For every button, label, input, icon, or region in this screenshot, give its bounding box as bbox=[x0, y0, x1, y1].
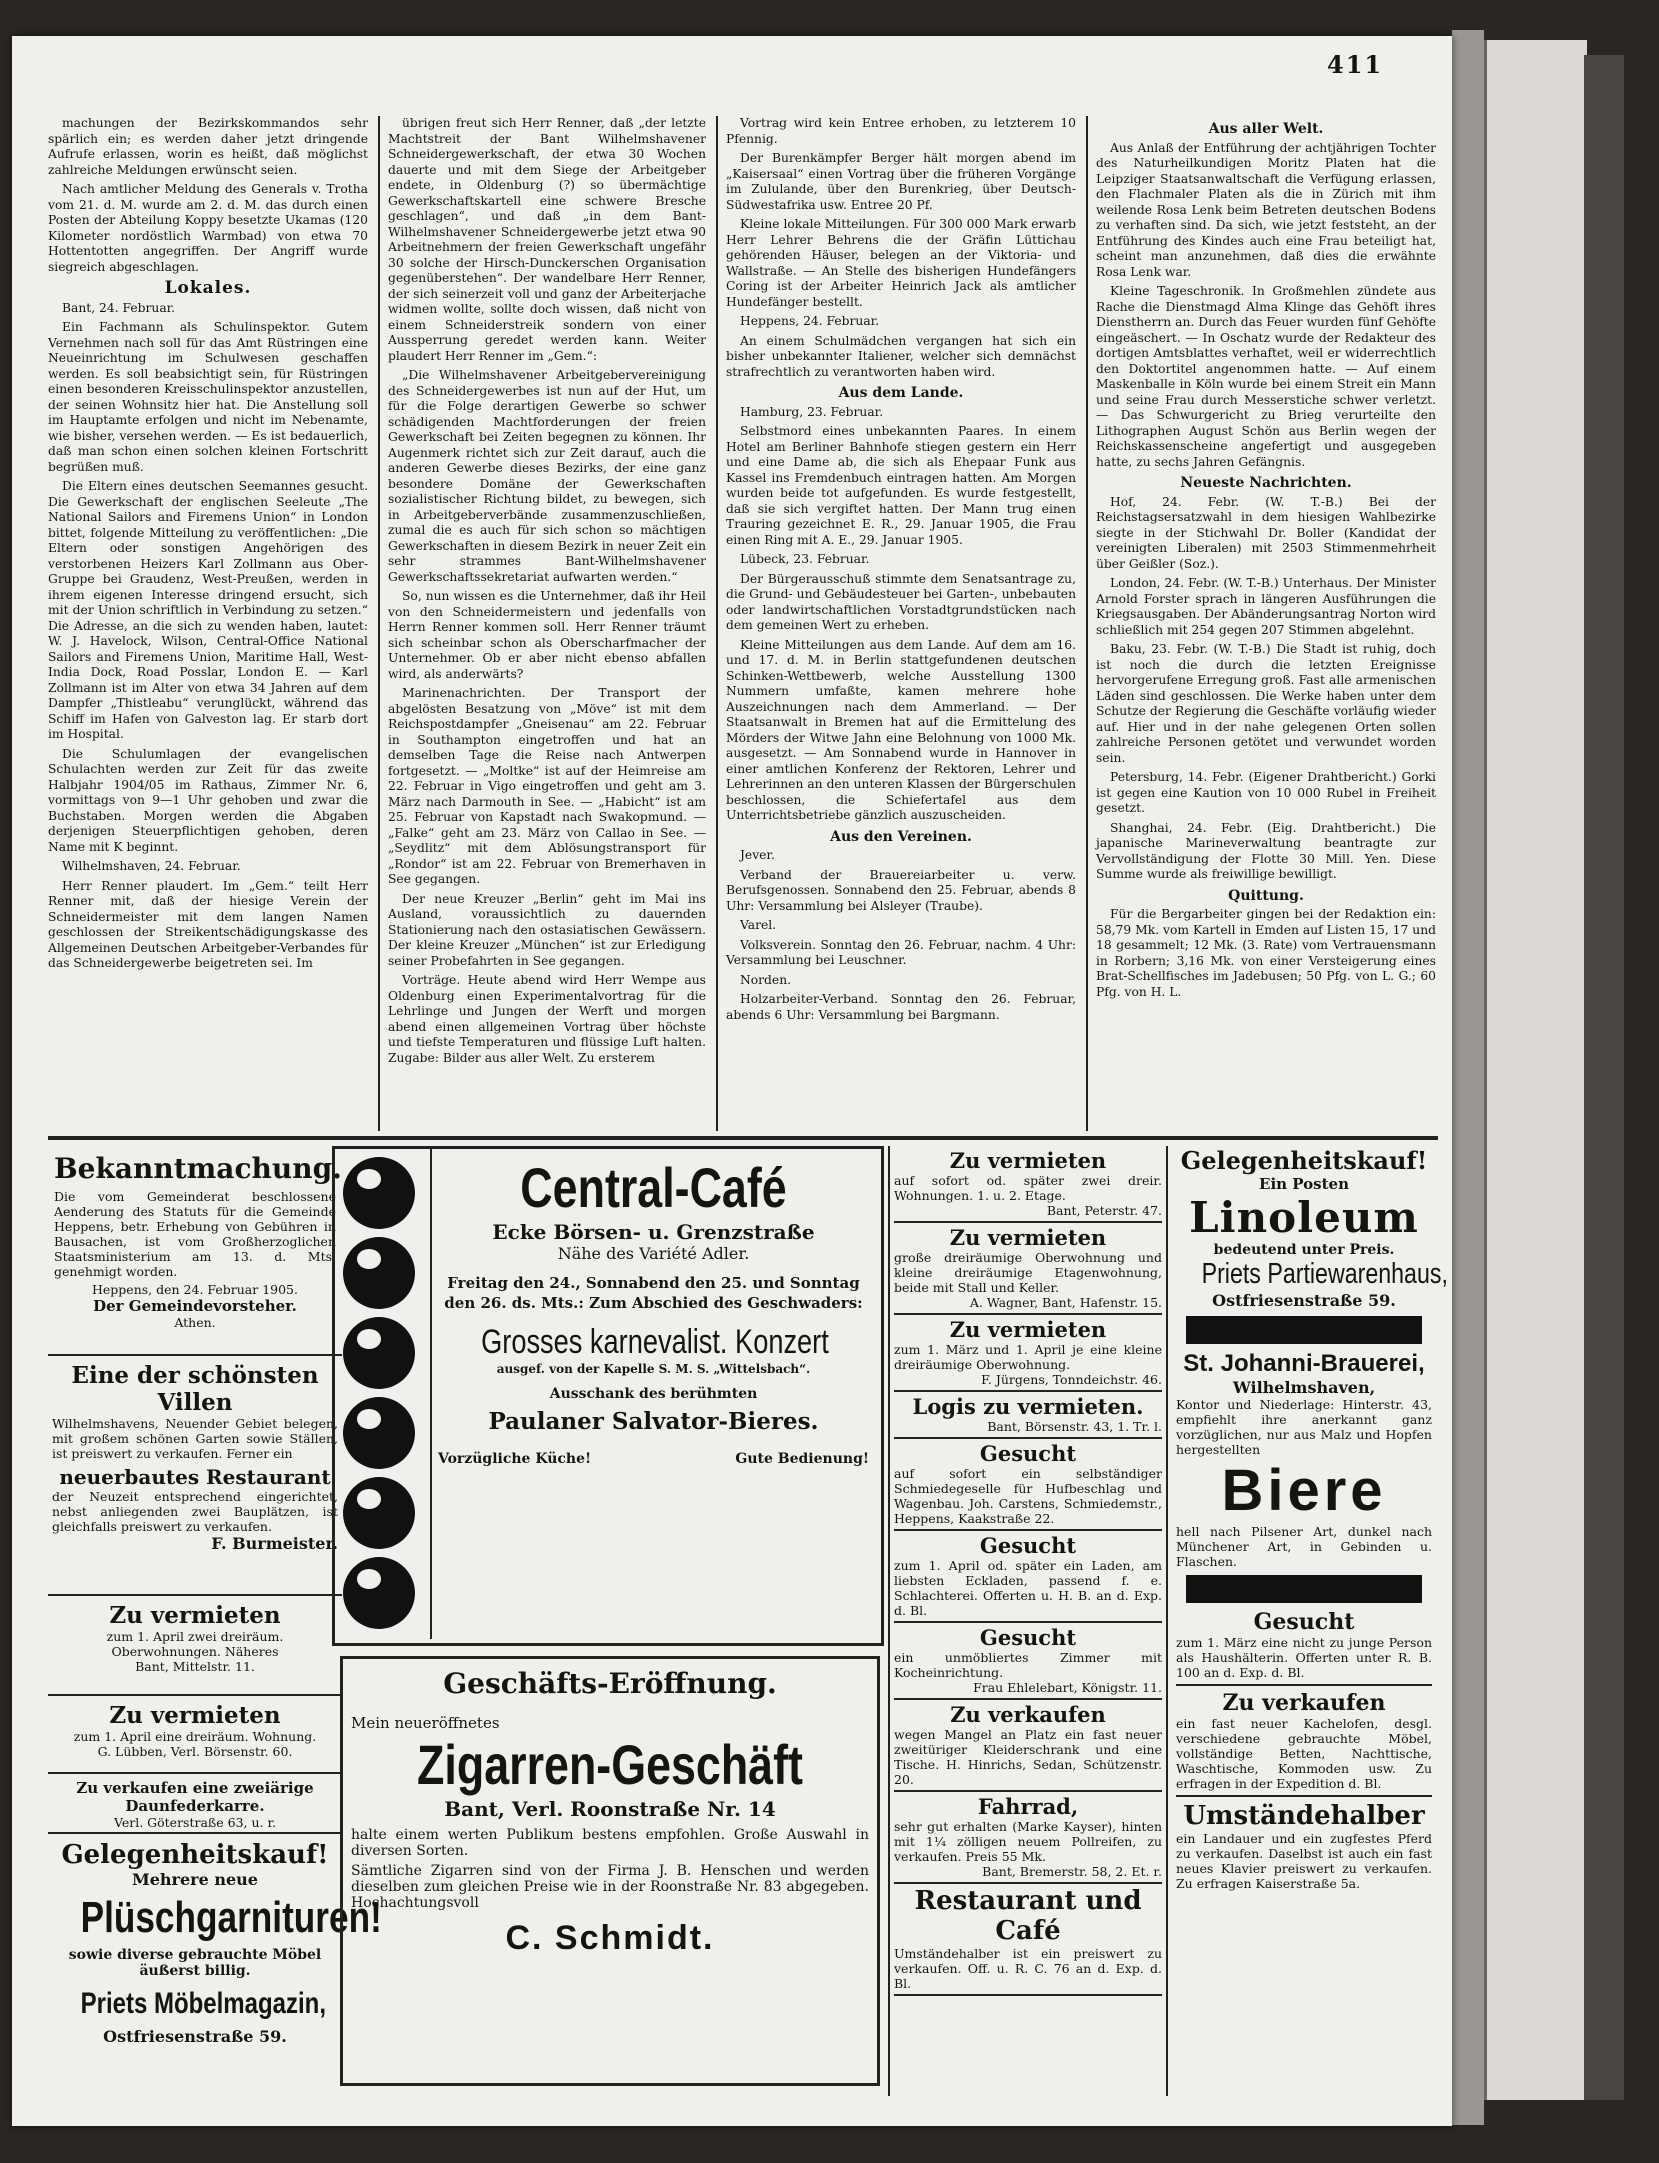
brewery-city: Wilhelmshaven, bbox=[1232, 1378, 1376, 1397]
article-paragraph: Petersburg, 14. Febr. (Eigener Drahtbericht.) Gorki ist gegen eine Kaution von 10 000 Rubel in Freiheit gesetzt. bbox=[1096, 770, 1436, 815]
ad-title: Gesucht bbox=[1253, 1609, 1355, 1635]
ad-title: Logis zu vermieten. bbox=[912, 1394, 1144, 1419]
article-paragraph: Aus Anlaß der Entführung der achtjährigen Tochter des Naturheilkundigen Moritz Platen hat die Leipziger Staatsanwaltschaft die Verfügung erlassen, den Flachmaler Platen als die in Zürich mit ihm weilende Rosa Lenk beim Betreten deutschen Bodens zu verhaften sind. Da sich, wie jetzt feststeht, an der Entführung des Kindes auch eine Frau beteiligt hat, scheint man anzunehmen, daß dies die erwähnte Rosa Lenk war. bbox=[1096, 140, 1436, 279]
binder-cover bbox=[1584, 55, 1624, 2100]
article-paragraph: Nach amtlicher Meldung des Generals v. Trotha vom 21. d. M. wurde am 2. d. M. das durch einen Posten der Abteilung Koppy besetzte Ukamas (120 Kilometer nordöstlich Warmbad) von etwa 70 Hottentotten angegriffen. Der Angriff wurde siegreich abgeschlagen. bbox=[48, 182, 368, 274]
classified-ad bbox=[894, 1531, 1162, 1623]
article-paragraph: Für die Bergarbeiter gingen bei der Redaktion ein: 58,79 Mk. vom Kartell in Emden auf Listen 15, 17 und 18 gesammelt; 12 Mk. (3. Rate) vom Vertrauensmann in Rorbern; 3,16 Mk. von einer Versteigerung eines Brat-Schellfisches im Jadebusen; 50 Pfg. von L. G.; 60 Pfg. von H. L. bbox=[1096, 907, 1436, 999]
ad-title: Zu vermieten bbox=[949, 1225, 1107, 1250]
ad-title: Gelegenheitskauf! bbox=[1180, 1146, 1428, 1175]
section-heading: Aus dem Lande. bbox=[838, 385, 964, 401]
article-paragraph: Marinenachrichten. Der Transport der abgelösten Besatzung von „Möve“ ist mit dem Reichspostdampfer „Gneisenau“ am 22. Februar in Southampton eingetroffen und hat an demselben Tage die Reise nach Antwerpen fortgesetzt. — „Moltke“ ist auf der Heimreise am 22. Februar in Vigo eingetroffen und geht am 3. März nach Darmouth in See. — „Habicht“ ist am 25. Februar von Kapstadt nach Swakopmund. — „Falke“ geht am 23. März von Callao in See. — „Seydlitz“ mit dem Ablösungstransport für „Rondor“ ist am 22. Februar von Bremerhaven in See gegangen. bbox=[388, 686, 706, 886]
cafe-beer: Paulaner Salvator-Bieres. bbox=[488, 1408, 819, 1435]
ad-title: Zu vermieten bbox=[109, 1702, 281, 1729]
ad-name: Athen. bbox=[174, 1315, 216, 1330]
article-paragraph: An einem Schulmädchen vergangen hat sich ein bisher unbekannter Italiener, welcher sich demnächst strafrechtlich zu verantworten haben wird. bbox=[726, 333, 1076, 379]
column-rule bbox=[378, 116, 380, 1131]
ad-verkaufen-1 bbox=[48, 1776, 342, 1834]
cafe-text: Ausschank des berühmten bbox=[549, 1386, 758, 1402]
decorative-circles bbox=[343, 1157, 415, 1637]
article-paragraph: Verband der Brauereiarbeiter u. verw. Berufsgenossen. Sonnabend den 25. Februar, abends 8 Uhr: Versammlung bei Alsleyer (Traube). bbox=[726, 867, 1076, 913]
ad-title: Zu verkaufen eine zweiärige Daunfederkarre. bbox=[76, 1779, 314, 1815]
ad-body: Die vom Gemeinderat beschlossene Aenderung des Statuts für die Gemeinde Heppens, betr. Erhebung von Gebühren in Bausachen, ist vom Großherzoglichen Staatsministerium am 13. d. Mts. genehmigt worden. bbox=[54, 1189, 336, 1279]
ad-title: Gesucht bbox=[979, 1625, 1077, 1650]
ad-body-2: Sämtliche Zigarren sind von der Firma J. B. Henschen und werden dieselben zum gleichen Preise wie in der Roonstraße Nr. 83 abgegeben. Hochachtungsvoll bbox=[351, 1863, 869, 1911]
classified-ad bbox=[894, 1223, 1162, 1315]
classified-ad bbox=[894, 1439, 1162, 1531]
ad-title: Zu verkaufen bbox=[950, 1702, 1106, 1727]
ad-title: Eine der schönsten Villen bbox=[71, 1362, 319, 1416]
classified-ad bbox=[894, 1884, 1162, 1996]
ad-headline: Linoleum bbox=[1189, 1193, 1419, 1242]
ad-body: Wilhelmshavens, Neuender Gebiet belegen, mit großem schönen Garten sowie Ställen, ist preiswert zu verkaufen. Ferner ein bbox=[52, 1416, 338, 1461]
ad-body: Umständehalber ist ein preiswert zu verkaufen. Off. u. R. C. 76 an d. Exp. d. Bl. bbox=[894, 1946, 1162, 1991]
circle-ornament-icon bbox=[343, 1477, 415, 1549]
ad-address: Ostfriesenstraße 59. bbox=[1212, 1291, 1396, 1310]
cafe-service: Gute Bedienung! bbox=[735, 1451, 869, 1467]
page-stack bbox=[1484, 40, 1587, 2100]
column-4 bbox=[1096, 116, 1436, 1136]
article-paragraph: Die Eltern eines deutschen Seemannes gesucht. Die Gewerkschaft der englischen Seeleute „The National Sailors and Firemens Union“ in London bittet, folgende Mitteilung zu veröffentlichen: „Die Eltern oder sonstigen Angehörigen des verstorbenen Heizers Karl Zollmann aus Ober-Gruppe bei Graudenz, West-Preußen, werden in ihrem eigenen Interesse dringend ersucht, sich mit der Union schriftlich in Verbindung zu setzen.“ Die Adresse, an die sich zu wenden haben, lautet: W. J. Havelock, Wilson, Central-Office National Sailors and Firemens Union, Maritime Hall, West-India Dock, Road Posslar, London E. — Karl Zollmann ist im Alter von etwa 34 Jahren auf dem Dampfer „Thistleabu“ verunglückt, während das Schiff im Hafen von Galveston lag. Er starb dort im Hospital. bbox=[48, 479, 368, 741]
ad-title-2: neuerbautes Restaurant bbox=[59, 1465, 331, 1489]
article-paragraph: Heppens, 24. Februar. bbox=[740, 314, 880, 328]
ad-date: Heppens, den 24. Februar 1905. bbox=[92, 1282, 298, 1297]
ad-bekanntmachung bbox=[48, 1146, 342, 1356]
ad-body: wegen Mangel an Platz ein fast neuer zweitüriger Kleiderschrank und eine Tische. H. Hinrichs, Sedan, Schützenstr. 20. bbox=[894, 1727, 1162, 1787]
ad-body: zum 1. März und 1. April je eine kleine dreiräumige Oberwohnung. bbox=[894, 1342, 1162, 1372]
ad-address: Verl. Göterstraße 63, u. r. bbox=[113, 1815, 277, 1830]
circle-ornament-icon bbox=[343, 1157, 415, 1229]
ad-title: Gesucht bbox=[979, 1441, 1077, 1466]
cafe-kitchen: Vorzügliche Küche! bbox=[438, 1451, 592, 1467]
ad-title: Zu vermieten bbox=[949, 1148, 1107, 1173]
article-paragraph: So, nun wissen es die Unternehmer, daß ihr Heil von den Schneidermeistern und jedenfalls von Herrn Renner kommen soll. Herr Renner träumt sich scheinbar schon als Oberscharfmacher der Unternehmer. Ob er aber nicht ebenso abfallen wird, als anderwärts? bbox=[388, 589, 706, 681]
ad-headline: Zigarren-Geschäft bbox=[417, 1733, 803, 1796]
circle-ornament-icon bbox=[343, 1317, 415, 1389]
ad-body: ein unmöbliertes Zimmer mit Kocheinrichtung. bbox=[894, 1650, 1162, 1680]
ad-address: G. Lübben, Verl. Börsenstr. 60. bbox=[97, 1744, 293, 1759]
newspaper-page bbox=[12, 36, 1452, 2126]
column-rule bbox=[1086, 116, 1088, 1131]
ad-signature: Der Gemeindevorsteher. bbox=[93, 1297, 297, 1315]
cafe-concert: Grosses karnevalist. Konzert bbox=[481, 1323, 829, 1361]
article-paragraph: Holzarbeiter-Verband. Sonntag den 26. Februar, abends 6 Uhr: Versammlung bei Bargmann. bbox=[726, 992, 1076, 1022]
article-paragraph: Die Schulumlagen der evangelischen Schulachten werden zur Zeit für das zweite Halbjahr 1904/05 im Rathaus, Zimmer Nr. 6, vormittags von 9—1 Uhr gehoben und zwar die Buchstaben. Morgen werden die Abgaben derjenigen Steuerpflichtigen gehoben, deren Name mit K beginnt. bbox=[48, 746, 368, 854]
ad-title: Fahrrad, bbox=[977, 1794, 1079, 1819]
ad-title: Gesucht bbox=[979, 1533, 1077, 1558]
article-paragraph: Kleine lokale Mitteilungen. Für 300 000 Mark erwarb Herr Lehrer Behrens die der Gräfin Lüttichau gehörenden Häuser, belegen an der Viktoria- und Wallstraße. — An Stelle des bisherigen Hundefängers Coring ist der Arbeiter Heinrich Jack als amtlicher Hundefänger bestellt. bbox=[726, 217, 1076, 309]
column-1 bbox=[48, 116, 368, 1136]
ad-title: Zu vermieten bbox=[949, 1317, 1107, 1342]
classified-ad bbox=[894, 1792, 1162, 1884]
section-heading: Aus den Vereinen. bbox=[830, 828, 972, 845]
ad-address: F. Jürgens, Tonndeichstr. 46. bbox=[981, 1372, 1162, 1387]
column-rule bbox=[716, 116, 718, 1131]
ad-zigarren-geschaeft bbox=[340, 1656, 880, 2086]
ad-address: Bant, Börsenstr. 43, 1. Tr. l. bbox=[987, 1419, 1162, 1434]
ad-company: Priets Möbelmagazin, bbox=[80, 1987, 326, 2020]
article-paragraph: Herr Renner plaudert. Im „Gem.“ teilt Herr Renner mit, daß der hiesige Verein der Schneidermeister mit dem langen Namen geschlossen der Streikentschädigungskasse des Allgemeinen Deutschen Arbeitgeber-Verbandes für das Schneidergewerbe beigetreten sei. Im bbox=[48, 878, 368, 970]
classified-ad bbox=[894, 1315, 1162, 1392]
ad-company: Priets Partiewarenhaus, bbox=[1201, 1258, 1448, 1290]
ad-subtitle: Mehrere neue bbox=[132, 1870, 258, 1889]
brewery-footer: hell nach Pilsener Art, dunkel nach Münchener Art, in Gebinden u. Flaschen. bbox=[1176, 1524, 1432, 1569]
ad-title: Restaurant und Café bbox=[914, 1886, 1142, 1946]
article-paragraph: Volksverein. Sonntag den 26. Februar, nachm. 4 Uhr: Versammlung bei Leuschner. bbox=[726, 937, 1076, 967]
cafe-name: Central-Café bbox=[520, 1156, 787, 1219]
article-paragraph: Norden. bbox=[740, 972, 792, 987]
article-paragraph: Varel. bbox=[740, 918, 777, 932]
article-paragraph: Der Burenkämpfer Berger hält morgen abend im „Kaisersaal“ einen Vortrag über die früheren Vorgänge im Zululande, über den Burenkrieg, über Deutsch-Südwestafrika usw. Entree 20 Pf. bbox=[726, 151, 1076, 212]
section-heading: Lokales. bbox=[164, 278, 252, 298]
section-heading: Quittung. bbox=[1228, 887, 1304, 904]
ad-address: Frau Ehlelebart, Königstr. 11. bbox=[973, 1680, 1162, 1695]
ad-signature: C. Schmidt. bbox=[505, 1919, 715, 1957]
ad-vermieten-2 bbox=[48, 1698, 342, 1774]
article-paragraph: Kleine Tageschronik. In Großmehlen zündete aus Rache die Dienstmagd Alma Klinge das Gehöft ihres Dienstherrn an. Durch das Feuer wurden fünf Gehöfte eingeäschert. — In Oschatz wurde der Redakteur des dortigen Amtsblattes verhaftet, weil er widerrechtlich den Doktortitel angenommen hatte. — Auf einem Maskenballe in Köln wurde bei einem Streit ein Mann und seine Frau durch Messerstiche schwer verletzt. — Das Schwurgericht zu Brieg verurteilte den Lithographen August Schön aus Berlin wegen der Reichskassenscheine angefertigt und ausgegeben hatte, zu sechs Jahren Gefängnis. bbox=[1096, 284, 1436, 469]
ad-body: zum 1. März eine nicht zu junge Person als Haushälterin. Offerten unter R. B. 100 an d. Exp. d. Bl. bbox=[1176, 1635, 1432, 1680]
ad-title: Gelegenheitskauf! bbox=[61, 1840, 329, 1870]
section-heading: Aus aller Welt. bbox=[1208, 121, 1324, 137]
ad-body: sehr gut erhalten (Marke Kayser), hinten mit 1¼ zölligen neuem Pollreifen, zu verkaufen. Preis 55 Mk. bbox=[894, 1819, 1162, 1864]
article-paragraph: Selbstmord eines unbekannten Paares. In einem Hotel am Berliner Bahnhofe stiegen gestern ein Herr und eine Dame ab, die sich als Ehepaar Funk aus Kassel ins Fremdenbuch eintragen hatten. Am Morgen wurden beide tot aufgefunden. Es wurde festgestellt, daß sie sich vergiftet hatten. Der Mann trug einen Trauring gezeichnet E. R., 29. Januar 1905, die Frau einen Ring mit A. E., 29. Januar 1905. bbox=[726, 424, 1076, 547]
brewery-name: St. Johanni-Brauerei, bbox=[1183, 1350, 1425, 1377]
ad-title: Geschäfts-Eröffnung. bbox=[443, 1667, 777, 1700]
ad-body: ein fast neuer Kachelofen, desgl. verschiedene gebrauchte Möbel, vollständige Betten, Nachttische, Waschtische, Kommoden usw. Zu erfragen in der Expedition d. Bl. bbox=[1176, 1716, 1432, 1791]
ad-title: Bekanntmachung. bbox=[54, 1152, 342, 1185]
ad-body: halte einem werten Publikum bestens empfohlen. Große Auswahl in diversen Sorten. bbox=[351, 1827, 869, 1859]
ad-title: Zu verkaufen bbox=[1222, 1690, 1386, 1716]
article-paragraph: Shanghai, 24. Febr. (Eig. Drahtbericht.) Die japanische Marineverwaltung beantragte zur Vervollständigung der Flotte 30 Mill. Yen. Diese Summe wurde als freiwillige bewilligt. bbox=[1096, 820, 1436, 881]
ad-title: Umständehalber bbox=[1183, 1801, 1425, 1831]
classified-ad bbox=[894, 1146, 1162, 1223]
article-paragraph: Der Bürgerausschuß stimmte dem Senatsantrage zu, die Grund- und Gebäudesteuer bei Garten-, unbebauten oder landwirtschaftlichen Vorstadtgrundstücken nach dem gemeinen Wert zu erheben. bbox=[726, 571, 1076, 632]
black-bar bbox=[1186, 1575, 1422, 1603]
ad-central-cafe bbox=[332, 1146, 884, 1646]
cafe-location: Ecke Börsen- u. Grenzstraße bbox=[492, 1220, 815, 1244]
ad-body: sowie diverse gebrauchte Möbel äußerst billig. bbox=[68, 1947, 322, 1979]
classified-ad bbox=[894, 1392, 1162, 1439]
article-paragraph: Vortrag wird kein Entree erhoben, zu letzterem 10 Pfennig. bbox=[726, 116, 1076, 146]
ad-headline: Plüschgarnituren! bbox=[80, 1893, 382, 1942]
ad-title: Zu vermieten bbox=[109, 1602, 281, 1629]
article-paragraph: Bant, 24. Februar. bbox=[62, 300, 176, 315]
column-3 bbox=[726, 116, 1076, 1136]
ad-address: Bant, Verl. Roonstraße Nr. 14 bbox=[444, 1797, 776, 1821]
ad-plueschgarnituren bbox=[48, 1836, 382, 2096]
circle-ornament-icon bbox=[343, 1237, 415, 1309]
ad-address: Bant, Peterstr. 47. bbox=[1046, 1203, 1162, 1218]
article-paragraph: Ein Fachmann als Schulinspektor. Gutem Vernehmen nach soll für das Amt Rüstringen eine Neueinrichtung im Schulwesen geschaffen werden. Es soll beabsichtigt sein, für Rüstringen einen besonderen Kreisschulinspektor anzustellen, der seinen Wohnsitz hier hat. Die Anstellung soll im Hauptamte erfolgen und nicht im Nebenamte, wie bisher, versehen werden. — Es ist bedauerlich, daß man schon einen solchen kleinen Fortschritt begrüßen muß. bbox=[48, 320, 368, 474]
article-paragraph: Der neue Kreuzer „Berlin“ geht im Mai ins Ausland, voraussichtlich zu dauernden Stationierung nach den ostasiatischen Gewässern. Der kleine Kreuzer „München“ ist zur Erledigung seiner Probefahrten in See gegangen. bbox=[388, 891, 706, 968]
cafe-location-note: Nähe des Variété Adler. bbox=[557, 1244, 750, 1263]
section-heading: Neueste Nachrichten. bbox=[1180, 475, 1352, 491]
section-rule bbox=[48, 1136, 1438, 1140]
article-paragraph: machungen der Bezirkskommandos sehr spärlich ein; es werden daher jetzt dringende Aufrufe erlassen, worin es heißt, daß möglichst zahlreiche Meldungen erwünscht seien. bbox=[48, 116, 368, 177]
circle-ornament-icon bbox=[343, 1557, 415, 1629]
ad-body: auf sofort od. später zwei dreir. Wohnungen. 1. u. 2. Etage. bbox=[894, 1173, 1162, 1203]
page-number: 411 bbox=[1327, 50, 1384, 79]
ad-body: große dreiräumige Oberwohnung und kleine dreiräumige Etagenwohnung, beide mit Stall und Keller. bbox=[894, 1250, 1162, 1295]
cafe-band: ausgef. von der Kapelle S. M. S. „Wittelsbach“. bbox=[496, 1362, 811, 1376]
ad-body: zum 1. April zwei dreiräum. Oberwohnungen. Näheres bbox=[106, 1629, 284, 1659]
ad-address: Bant, Mittelstr. 11. bbox=[135, 1659, 255, 1674]
ad-body: zum 1. April od. später ein Laden, am liebsten Eckladen, passend f. e. Schlachterei. Offerten u. H. B. an d. Exp. d. Bl. bbox=[894, 1558, 1162, 1618]
article-paragraph: übrigen freut sich Herr Renner, daß „der letzte Machtstreit der Bant Wilhelmshavener Schneidergewerkschaft, der etwa 30 Wochen dauerte und mit dem Siege der Arbeitgeber endete, in Oldenburg (?) so übermächtige Gewerkschaftskartell eine schwere Bresche geschlagen“, und daß „in dem Bant-Wilhelmshavener Schneidergewerbe jetzt etwa 90 Arbeitnehmern der freien Gewerkschaft ungefähr 30 solche der Hirsch-Dunckerschen Organisation gegenüberstehen“. Der wandelbare Herr Renner, der sich seinerzeit voll und ganz der Arbeiterjache widmen wollte, sollte doch wissen, daß nicht von einem Schneiderstreik sondern von einer Aussperrung geredet werden kann. Weiter plaudert Herr Renner im „Gem.“: bbox=[388, 116, 706, 363]
ad-vermieten-1 bbox=[48, 1598, 342, 1696]
ad-address: Bant, Bremerstr. 58, 2. Et. r. bbox=[982, 1864, 1162, 1879]
article-paragraph: Hof, 24. Febr. (W. T.-B.) Bei der Reichstagsersatzwahl in dem hiesigen Wahlbezirke siegte in der Stichwahl Dr. Boller (Kandidat der vereinigten Liberalen) mit 2503 Stimmenmehrheit über Geißler (Soz.). bbox=[1096, 494, 1436, 571]
ad-intro: Mein neueröffnetes bbox=[351, 1714, 500, 1732]
article-paragraph: Lübeck, 23. Februar. bbox=[740, 552, 870, 566]
ad-body: auf sofort ein selbständiger Schmiedegeselle für Hufbeschlag und Wagenbau. Joh. Carstens, Schmiedemstr., Heppens, Kaakstraße 22. bbox=[894, 1466, 1162, 1526]
ad-subtitle: Ein Posten bbox=[1259, 1175, 1349, 1193]
ad-villa bbox=[48, 1358, 342, 1596]
brewery-headline: Biere bbox=[1221, 1458, 1387, 1523]
ad-body: ein Landauer und ein zugfestes Pferd zu verkaufen. Daselbst ist auch ein fast neues Klavier preiswert zu verkaufen. Zu erfragen Kaiserstraße 5a. bbox=[1176, 1831, 1432, 1891]
ad-address: A. Wagner, Bant, Hafenstr. 15. bbox=[969, 1295, 1162, 1310]
classified-ad bbox=[894, 1700, 1162, 1792]
article-paragraph: Jever. bbox=[740, 848, 775, 862]
article-paragraph: Baku, 23. Febr. (W. T.-B.) Die Stadt ist ruhig, doch ist noch die durch die letzten Ereignisse hervorgerufene Erregung groß. Fast alle armenischen Läden sind geschlossen. Die Werke haben unter dem Schutze der Regierung die Geschäfte vorläufig wieder auf. Hier und in der nahe gelegenen Orten sollen zahlreiche Personen getötet und verwundet worden sein. bbox=[1096, 642, 1436, 765]
ad-body-2: der Neuzeit entsprechend eingerichtet, nebst anliegenden zwei Bauplätzen, ist gleichfalls preiswert zu verkaufen. bbox=[52, 1489, 338, 1534]
cafe-dates: Freitag den 24., Sonnabend den 25. und Sonntag den 26. ds. Mts.: Zum Abschied des Geschwaders: bbox=[444, 1274, 863, 1312]
column-2 bbox=[388, 116, 706, 1136]
article-paragraph: Hamburg, 23. Februar. bbox=[740, 404, 884, 419]
article-paragraph: Vorträge. Heute abend wird Herr Wempe aus Oldenburg einen Experimentalvortrag für die Lehrlinge und Jungen der Werft und morgen abend einen allgemeinen Vortrag über höchste und tiefste Temperaturen und flüssige Luft halten. Zugabe: Bilder aus aller Welt. Zu ersterem bbox=[388, 973, 706, 1065]
ad-column-4 bbox=[1172, 1146, 1448, 2096]
circle-ornament-icon bbox=[343, 1397, 415, 1469]
ad-signature: F. Burmeister. bbox=[211, 1534, 338, 1553]
article-paragraph: Wilhelmshaven, 24. Februar. bbox=[62, 859, 241, 873]
ad-column-3 bbox=[888, 1146, 1168, 2096]
article-paragraph: London, 24. Febr. (W. T.-B.) Unterhaus. Der Minister Arnold Forster sprach in längeren Ausführungen die Kriegsausgaben. Der Abänderungsantrag Norton wird schließlich mit 254 gegen 207 Stimmen abgelehnt. bbox=[1096, 576, 1436, 637]
ad-body: zum 1. April eine dreiräum. Wohnung. bbox=[73, 1729, 317, 1744]
classified-ad bbox=[894, 1623, 1162, 1700]
ad-body: bedeutend unter Preis. bbox=[1213, 1242, 1395, 1258]
ad-address: Ostfriesenstraße 59. bbox=[103, 2027, 287, 2046]
black-bar bbox=[1186, 1316, 1422, 1344]
binding-edge bbox=[1452, 30, 1484, 2125]
article-paragraph: Kleine Mitteilungen aus dem Lande. Auf dem am 16. und 17. d. M. in Berlin stattgefundenen deutschen Schinken-Wettbewerb, welche Ausstellung 1300 Nummern umfaßte, kamen mehrere hohe Auszeichnungen nach dem Ammerland. — Der Staatsanwalt in Bremen hat auf die Ermittelung des Mörders der Witwe Jahn eine Belohnung von 1000 Mk. ausgesetzt. — Am Sonnabend wurde in Hannover in einer amtlichen Konferenz der Rektoren, Lehrer und Lehrerinnen an den unteren Klassen der Bürgerschulen beschlossen, die Schiefertafel aus dem Unterrichtsbetriebe gänzlich auszuscheiden. bbox=[726, 637, 1076, 822]
article-paragraph: „Die Wilhelmshavener Arbeitgebervereinigung des Schneidergewerbes ist nun auf der Hut, um für die Folge derartigen Gewerbe so schwer schädigenden Machtforderungen der freien Gewerkschaft bei Zeiten begegnen zu können. Ihr Augenmerk richtet sich zur Zeit darauf, auch die anderen Gewerbe dieses Bezirks, der eine ganz besondere Domäne der Gewerkschaften sozialistischer Richtung bildet, zu bewegen, sich in Arbeitgeberverbände zusammenzuschließen, zumal die es auch für sich schon so mächtigen Gewerkschaften in diesem Bezirk in neuer Zeit ein sehr strammes Bant-Wilhelmshavener Gewerkschaftssekretariat aufwarten werden.“ bbox=[388, 368, 706, 584]
brewery-body: Kontor und Niederlage: Hinterstr. 43, empfiehlt ihre anerkannt ganz vorzüglichen, nur aus Malz und Hopfen hergestellten bbox=[1176, 1397, 1432, 1457]
